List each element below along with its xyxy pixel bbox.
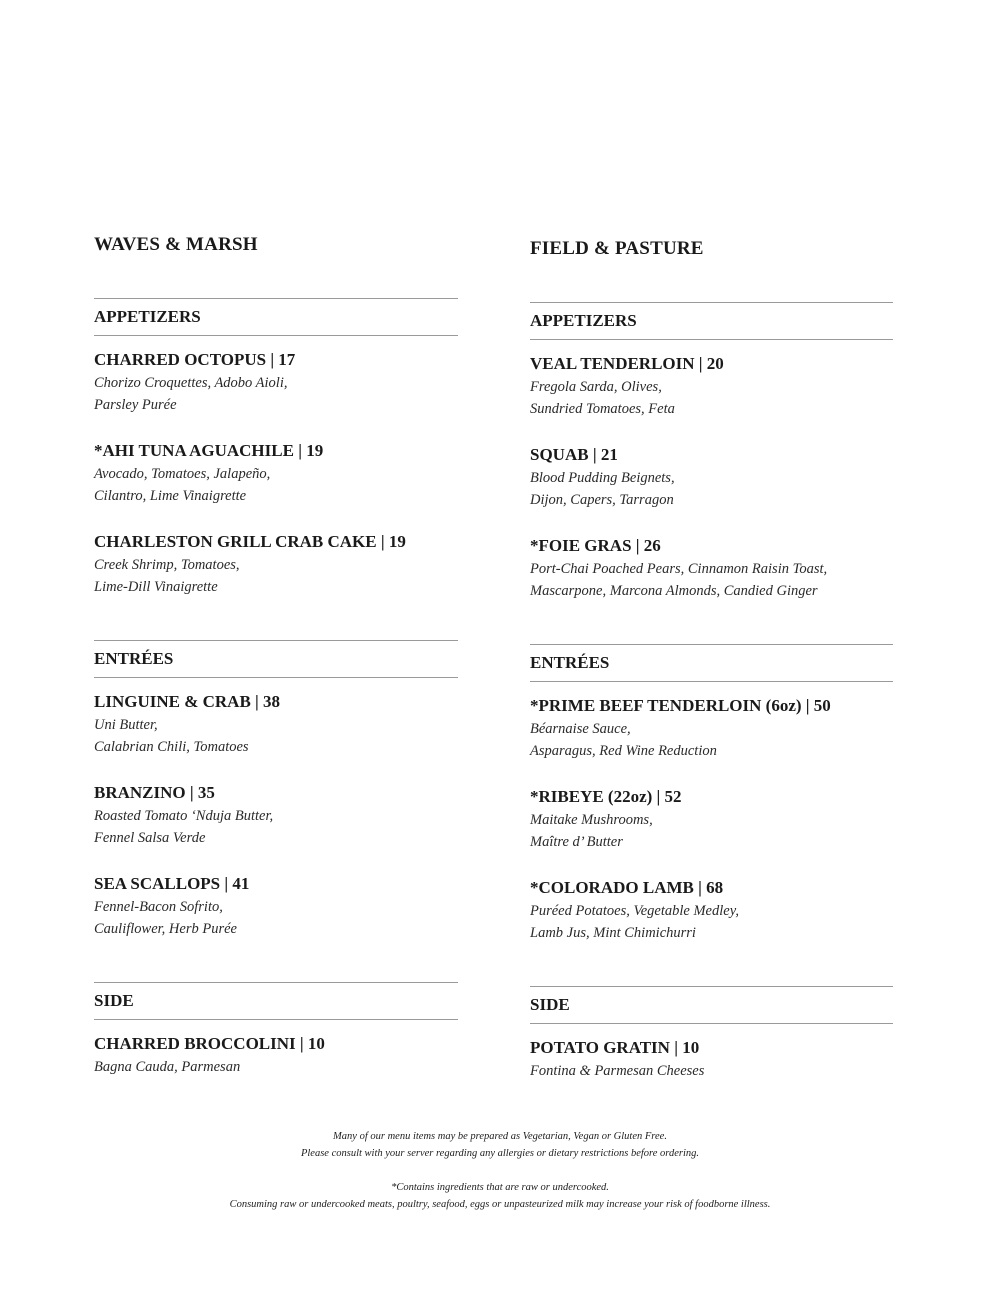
menu-item-name: VEAL TENDERLOIN | 20 xyxy=(530,354,724,373)
description-line: Fennel Salsa Verde xyxy=(94,830,206,846)
description-line: Lamb Jus, Mint Chimichurri xyxy=(530,925,696,941)
menu-item xyxy=(94,781,458,849)
menu-items xyxy=(530,682,893,944)
menu-item-name: *FOIE GRAS | 26 xyxy=(530,536,661,555)
description-line: Béarnaise Sauce, xyxy=(530,721,631,737)
description-line: Lime-Dill Vinaigrette xyxy=(94,579,218,595)
field-pasture-column xyxy=(530,237,893,1082)
description-line: Maitake Mushrooms, xyxy=(530,812,653,828)
menu-item-name: *AHI TUNA AGUACHILE | 19 xyxy=(94,441,324,460)
menu-section xyxy=(530,302,893,602)
menu-item-description xyxy=(530,809,893,853)
menu-item xyxy=(530,352,893,420)
description-line: Fennel-Bacon Sofrito, xyxy=(94,899,223,915)
menu-item-name: *RIBEYE (22oz) | 52 xyxy=(530,787,682,806)
menu-item-description xyxy=(94,554,458,598)
menu-section xyxy=(94,298,458,598)
description-line: Sundried Tomatoes, Feta xyxy=(530,401,675,417)
menu-item-description xyxy=(530,900,893,944)
section-header: ENTRÉES xyxy=(94,649,174,668)
menu-item-name: CHARRED OCTOPUS | 17 xyxy=(94,350,296,369)
footer-raw-note: *Contains ingredients that are raw or undercooked. xyxy=(391,1182,609,1193)
description-line: Creek Shrimp, Tomatoes, xyxy=(94,557,240,573)
menu-item xyxy=(530,876,893,944)
section-header: SIDE xyxy=(94,991,134,1010)
menu-item-name: POTATO GRATIN | 10 xyxy=(530,1038,700,1057)
description-line: Mascarpone, Marcona Almonds, Candied Ginger xyxy=(530,583,818,599)
menu-footer-notes xyxy=(0,1128,1000,1213)
menu-item xyxy=(94,690,458,758)
menu-item-description xyxy=(530,1060,893,1082)
menu-item-name: CHARRED BROCCOLINI | 10 xyxy=(94,1034,325,1053)
menu-item xyxy=(94,530,458,598)
menu-items xyxy=(530,1024,893,1082)
description-line: Avocado, Tomatoes, Jalapeño, xyxy=(94,466,271,482)
menu-item xyxy=(94,872,458,940)
menu-item-description xyxy=(94,896,458,940)
menu-item-name: CHARLESTON GRILL CRAB CAKE | 19 xyxy=(94,532,406,551)
section-header: ENTRÉES xyxy=(530,653,610,672)
section-header: APPETIZERS xyxy=(94,307,201,326)
menu-item-name: *PRIME BEEF TENDERLOIN (6oz) | 50 xyxy=(530,696,831,715)
column-title: WAVES & MARSH xyxy=(94,234,258,255)
description-line: Roasted Tomato ‘Nduja Butter, xyxy=(94,808,274,824)
menu-item-description xyxy=(94,372,458,416)
description-line: Cilantro, Lime Vinaigrette xyxy=(94,488,247,504)
footer-health-warning: Consuming raw or undercooked meats, poultry, seafood, eggs or unpasteurized milk may increase your risk of foodborne illness. xyxy=(229,1199,771,1210)
menu-item xyxy=(530,785,893,853)
description-line: Maître d’ Butter xyxy=(530,834,623,850)
description-line: Dijon, Capers, Tarragon xyxy=(530,492,674,508)
menu-item-description xyxy=(530,558,893,602)
menu-item-description xyxy=(94,463,458,507)
description-line: Asparagus, Red Wine Reduction xyxy=(530,743,717,759)
menu-item-name: *COLORADO LAMB | 68 xyxy=(530,878,724,897)
description-line: Chorizo Croquettes, Adobo Aioli, xyxy=(94,375,288,391)
footer-dietary-note: Many of our menu items may be prepared as Vegetarian, Vegan or Gluten Free. xyxy=(333,1131,667,1142)
menu-item xyxy=(530,534,893,602)
menu-item xyxy=(530,1036,893,1082)
menu-item-description xyxy=(94,805,458,849)
menu-item-name: LINGUINE & CRAB | 38 xyxy=(94,692,281,711)
menu-item-description xyxy=(530,376,893,420)
description-line: Fontina & Parmesan Cheeses xyxy=(530,1063,705,1079)
menu-item xyxy=(94,348,458,416)
menu-item xyxy=(530,694,893,762)
menu-item-name: BRANZINO | 35 xyxy=(94,783,215,802)
waves-marsh-column xyxy=(94,233,458,1078)
description-line: Cauliflower, Herb Purée xyxy=(94,921,237,937)
menu-section xyxy=(530,986,893,1082)
menu-item-description xyxy=(530,718,893,762)
menu-item-description xyxy=(94,1056,458,1078)
menu-item-name: SEA SCALLOPS | 41 xyxy=(94,874,250,893)
description-line: Bagna Cauda, Parmesan xyxy=(94,1059,241,1075)
description-line: Uni Butter, xyxy=(94,717,158,733)
menu-items xyxy=(530,340,893,602)
menu-items xyxy=(94,1020,458,1078)
footer-allergy-note: Please consult with your server regarding any allergies or dietary restrictions before ordering. xyxy=(300,1148,700,1159)
footer-spacer xyxy=(0,1162,1000,1179)
section-header: APPETIZERS xyxy=(530,311,637,330)
menu-items xyxy=(94,336,458,598)
description-line: Calabrian Chili, Tomatoes xyxy=(94,739,249,755)
description-line: Parsley Purée xyxy=(94,397,177,413)
menu-section xyxy=(94,982,458,1078)
menu-item xyxy=(94,439,458,507)
description-line: Port-Chai Poached Pears, Cinnamon Raisin Toast, xyxy=(530,561,828,577)
column-title: FIELD & PASTURE xyxy=(530,238,704,259)
menu-item xyxy=(530,443,893,511)
menu-section xyxy=(94,640,458,940)
menu-item-description xyxy=(530,467,893,511)
menu-item-name: SQUAB | 21 xyxy=(530,445,618,464)
menu-section xyxy=(530,644,893,944)
menu-item-description xyxy=(94,714,458,758)
description-line: Puréed Potatoes, Vegetable Medley, xyxy=(530,903,739,919)
menu-items xyxy=(94,678,458,940)
description-line: Fregola Sarda, Olives, xyxy=(530,379,662,395)
section-header: SIDE xyxy=(530,995,570,1014)
menu-item xyxy=(94,1032,458,1078)
description-line: Blood Pudding Beignets, xyxy=(530,470,675,486)
